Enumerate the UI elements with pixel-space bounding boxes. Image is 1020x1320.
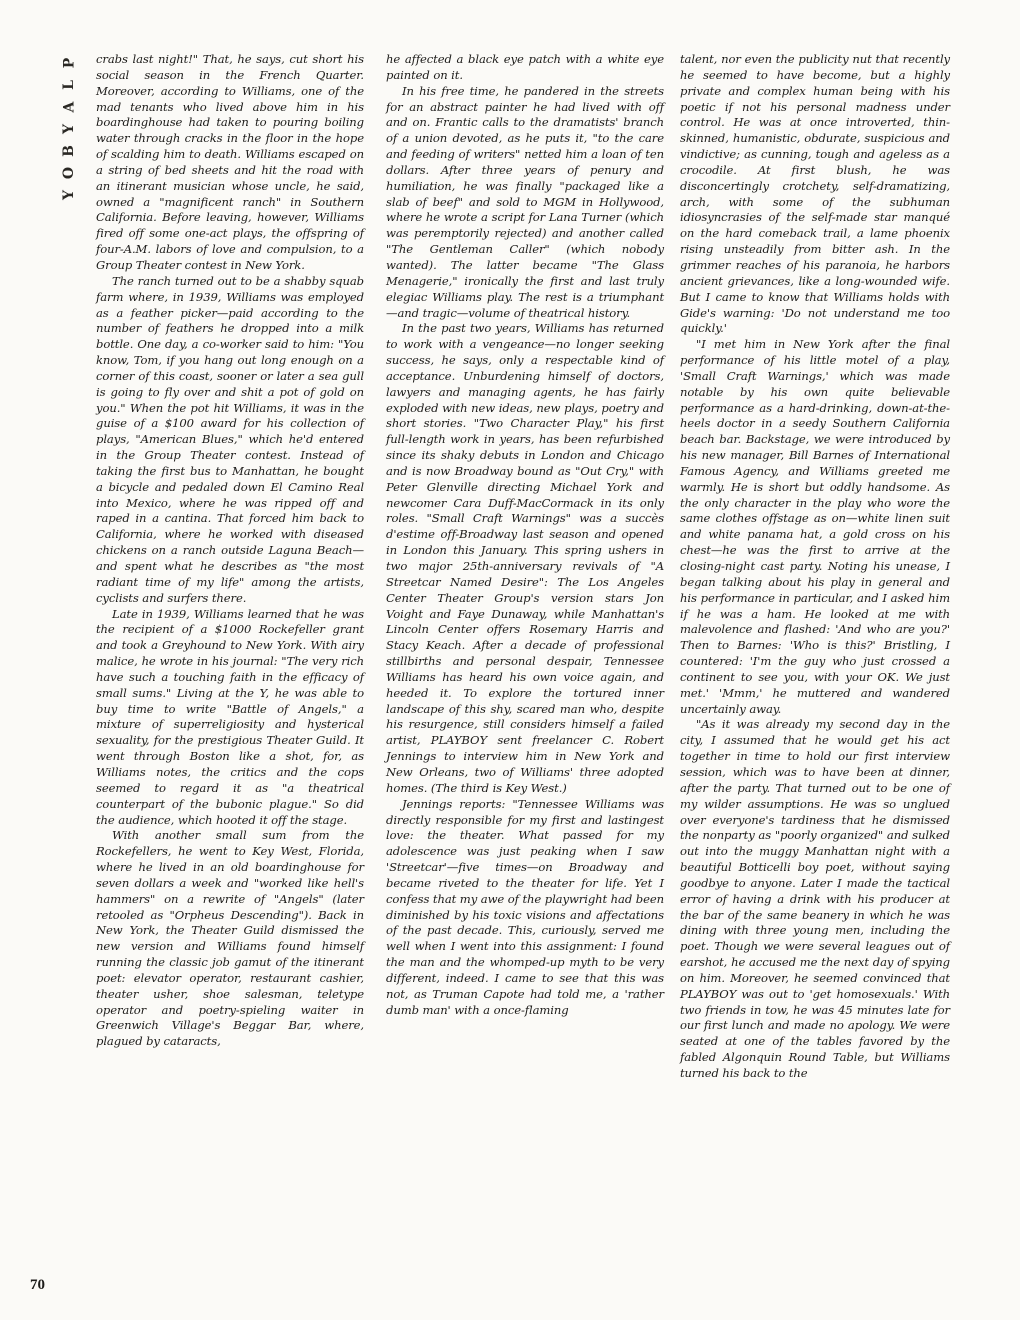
magazine-letter: L	[61, 80, 77, 90]
article-column-2	[386, 52, 664, 1018]
article-column-1	[96, 52, 364, 1050]
magazine-letter: B	[61, 145, 77, 157]
magazine-letter: P	[61, 57, 77, 69]
magazine-letter: O	[60, 166, 77, 180]
page-number: 70	[30, 1277, 45, 1293]
magazine-name-vertical	[52, 52, 86, 206]
article-column-3	[680, 52, 950, 1082]
magazine-letter: Y	[61, 190, 77, 200]
paragraph: The ranch turned out to be a shabby squab farm where, in 1939, Williams was employed as a feather picker—paid according to the number of feathers he dropped into a milk bottle. One day, a co-worker said to him: "You know, Tom, if you hang out long enough on a corner of this coast, sooner or later a sea gull is going to fly over and shit a pot of gold on you." When the pot hit Williams, it was in the guise of a $100 award for his collection of plays, "American Blues," which he'd entered in the Group Theater contest. Instead of taking the first bus to Manhattan, he bought a bicycle and pedaled down El Camino Real into Mexico, where he was ripped off and raped in a cantina. That forced him back to California, where he worked with diseased chickens on a ranch outside Laguna Beach—and spent what he describes as "the most radiant time of my life" among the artists, cyclists and surfers there.	[96, 273, 364, 605]
magazine-letter: Y	[61, 124, 77, 134]
paragraph: Jennings reports: "Tennessee Williams was directly responsible for my first and lastingest love: the theater. What passed for my adolescence was just peaking when I saw 'Streetcar'—five times—on Broadway and became riveted to the theater for life. Yet I confess that my awe of the playwright had been diminished by his toxic visions and affectations of the past decade. This, curiously, served me well when I went into this assignment: I found the man and the whomped-up myth to be very different, indeed. I came to see that this was not, as Truman Capote had told me, a 'rather dumb man' with a once-flaming	[386, 796, 664, 1017]
paragraph: "As it was already my second day in the city, I assumed that he would get his act together in time to hold our first interview session, which was to have been at dinner, after the party. That turned out to be one of my wilder assumptions. He was so unglued over everyone's tardiness that he dismissed the nonparty as "poorly organized" and sulked out into the muggy Manhattan night with a beautiful Botticelli boy poet, without saying goodbye to anyone. Later I made the tactical error of having a drink with his producer at the bar of the same beanery in which he was dining with three young men, including the poet. Though we were several leagues out of earshot, he accused me the next day of spying on him. Moreover, he seemed convinced that PLAYBOY was out to 'get homosexuals.' With two friends in tow, he was 45 minutes late for our first lunch and made no apology. We were seated at one of the tables favored by the fabled Algonquin Round Table, but Williams turned his back to the	[680, 717, 950, 1080]
paragraph: he affected a black eye patch with a white eye painted on it.	[386, 52, 664, 82]
magazine-letter: A	[61, 101, 77, 113]
paragraph: With another small sum from the Rockefellers, he went to Key West, Florida, where he lived in an old boardinghouse for seven dollars a week and "worked like hell's hammers" on a rewrite of "Angels" (later retooled as "Orpheus Descending"). Back in New York, the Theater Guild dismissed the new version and Williams found himself running the classic job gamut of the itinerant poet: elevator operator, restaurant cashier, theater usher, shoe salesman, teletype operator and poetry-spieling waiter in Greenwich Village's Beggar Bar, where, plagued by cataracts,	[96, 828, 364, 1049]
paragraph: In the past two years, Williams has returned to work with a vengeance—no longer seeking success, he says, only a respectable kind of acceptance. Unburdening himself of doctors, lawyers and managing agents, he has fairly exploded with new ideas, new plays, poetry and short stories. "Two Character Play," his first full-length work in years, has been refurbished since its shaky debuts in London and Chicago and is now Broadway bound as "Out Cry," with Peter Glenville directing Michael York and newcomer Cara Duff-MacCormack in its only roles. "Small Craft Warnings" was a succès d'estime off-Broadway last season and opened in London this January. This spring ushers in two major 25th-anniversary revivals of "A Streetcar Named Desire": The Los Angeles Center Theater Group's version stars Jon Voight and Faye Dunaway, while Manhattan's Lincoln Center offers Rosemary Harris and Stacy Keach. After a decade of professional stillbirths and personal despair, Tennessee Williams has heard his own voice again, and heeded it. To explore the tortured inner landscape of this shy, scared man who, despite his resurgence, still considers himself a failed artist, PLAYBOY sent freelancer C. Robert Jennings to interview him in New York and New Orleans, two of Williams' three adopted homes. (The third is Key West.)	[386, 321, 664, 795]
paragraph: Late in 1939, Williams learned that he was the recipient of a $1000 Rockefeller grant and took a Greyhound to New York. With airy malice, he wrote in his journal: "The very rich have such a touching faith in the efficacy of small sums." Living at the Y, he was able to buy time to write "Battle of Angels," a mixture of superreligiosity and hysterical sexuality, for the prestigious Theater Guild. It went through Boston like a shot, for, as Williams notes, the critics and the cops seemed to regard it as "a theatrical counterpart of the bubonic plague." So did the audience, which hooted it off the stage.	[96, 606, 364, 827]
paragraph: "I met him in New York after the final performance of his little motel of a play, 'Small Craft Warnings,' which was made notable by his own quite believable performance as a hard-drinking, down-at-the-heels doctor in a seedy Southern California beach bar. Backstage, we were introduced by his new manager, Bill Barnes of International Famous Agency, and Williams greeted me warmly. He is short but oddly handsome. As the only character in the play who wore the same clothes offstage as on—white linen suit and white panama hat, a gold cross on his chest—he was the first to arrive at the closing-night cast party. Noting his unease, I began talking about his play in general and his performance in particular, and I asked him if he was a ham. He looked at me with malevolence and flashed: 'And who are you?' Then to Barnes: 'Who is this?' Bristling, I countered: 'I'm the guy who just crossed a continent to see you, with your OK. We just met.' 'Mmm,' he muttered and wandered uncertainly away.	[680, 337, 950, 716]
paragraph: talent, nor even the publicity nut that recently he seemed to have become, but a highly private and complex human being with his poetic if not his personal madness under control. He was at once introverted, thin-skinned, humanistic, obdurate, suspicious and vindictive; as cunning, tough and ageless as a crocodile. At first blush, he was disconcertingly crotchety, self-dramatizing, arch, with some of the subhuman idiosyncrasies of the self-made star manqué on the hard comeback trail, a lame phoenix rising unsteadily from bitter ash. In the grimmer reaches of his paranoia, he harbors ancient grievances, like a long-wounded wife. But I came to know that Williams holds with Gide's warning: 'Do not understand me too quickly.'	[680, 52, 950, 336]
paragraph: crabs last night!" That, he says, cut short his social season in the French Quarter. Moreover, according to Williams, one of the mad tenants who lived above him in his boardinghouse had taken to pouring boiling water through cracks in the floor in the hope of scalding him to death. Williams escaped on a string of bed sheets and hit the road with an itinerant musician whose uncle, he said, owned a "magnificent ranch" in Southern California. Before leaving, however, Williams fired off some one-act plays, the offspring of four-A.M. labors of love and compulsion, to a Group Theater contest in New York.	[96, 52, 364, 272]
paragraph: In his free time, he pandered in the streets for an abstract painter he had lived with off and on. Frantic calls to the dramatists' branch of a union devoted, as he puts it, "to the care and feeding of writers" netted him a loan of ten dollars. After three years of penury and humiliation, he was finally "packaged like a slab of beef" and sold to MGM in Hollywood, where he wrote a script for Lana Turner (which was peremptorily rejected) and another called "The Gentleman Caller" (which nobody wanted). The latter became "The Glass Menagerie," ironically the first and last truly elegiac Williams play. The rest is a triumphant—and tragic—volume of theatrical history.	[386, 83, 664, 320]
